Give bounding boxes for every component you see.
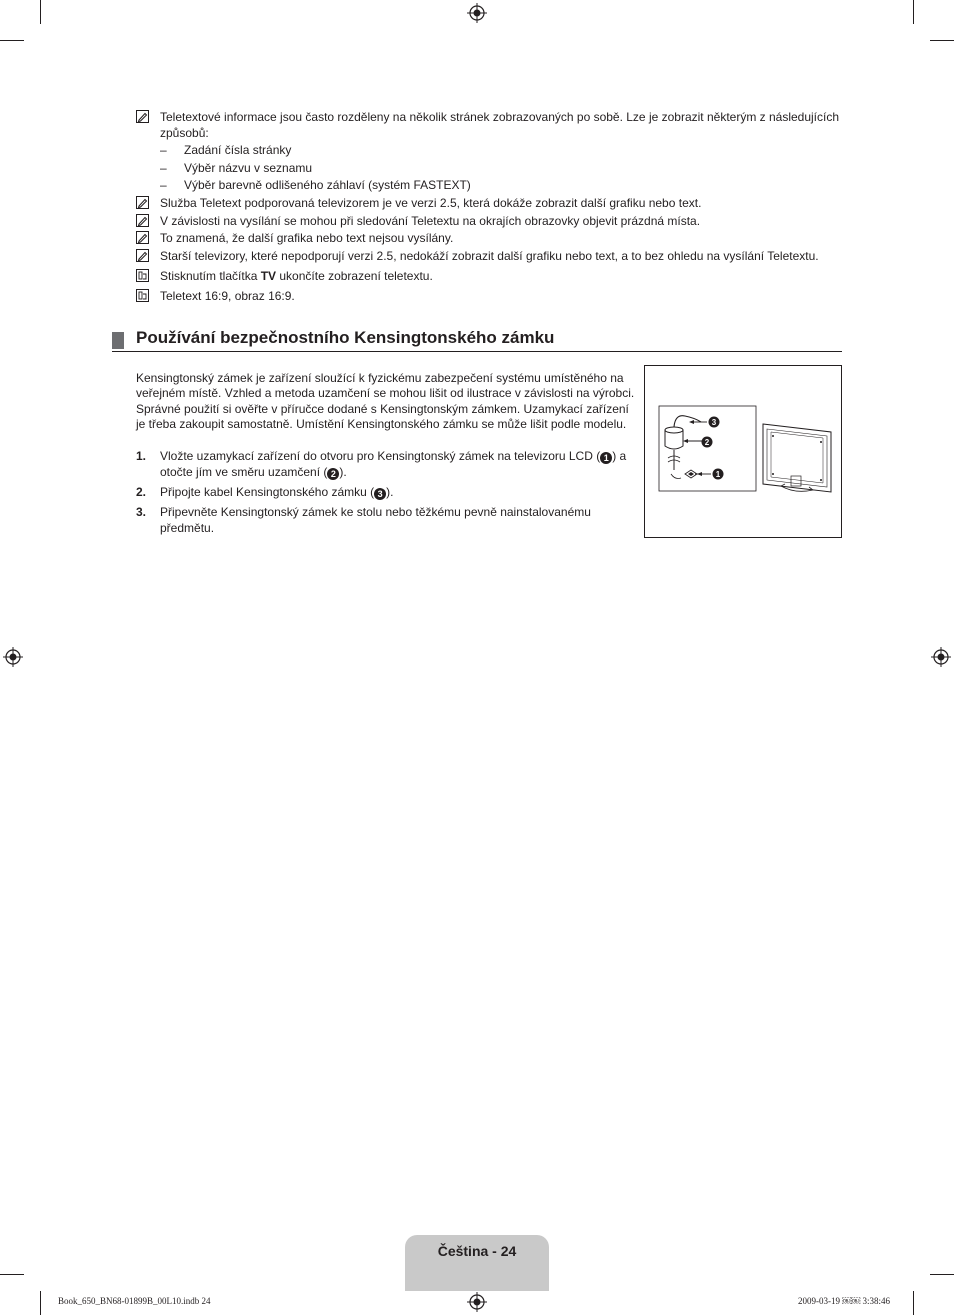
step-number: 2. (136, 485, 147, 499)
step-text (160, 484, 393, 500)
tip-text-post: ukončíte zobrazení teletextu. (276, 269, 433, 283)
page-number-label: Čeština - 24 (437, 1243, 517, 1259)
registration-mark-icon (467, 3, 487, 23)
crop-mark-top-left-v (40, 0, 41, 24)
crop-mark-bottom-left-h (0, 1274, 24, 1275)
list-item-text: Zadání čísla stránky (184, 143, 292, 157)
note-text: Teletextové informace jsou často rozděleny na několik stránek zobrazovaných po sobě. Lze je zobrazit některým z následujících způsobů: (160, 110, 840, 140)
crop-mark-top-right-v (913, 0, 914, 24)
step-number: 1. (136, 449, 147, 463)
section-marker (112, 332, 124, 349)
callout-badge: 2 (327, 468, 339, 480)
callout-badge: 1 (600, 452, 612, 464)
step-text: Připevněte Kensingtonský zámek ke stolu nebo těžkému pevně nainstalovanému předmětu. (160, 505, 591, 535)
step-text (160, 448, 640, 480)
section-divider (112, 351, 842, 352)
tip-text (160, 268, 840, 284)
print-slug-left: Book_650_BN68-01899B_00L10.indb 24 (58, 1296, 211, 1306)
step-item (136, 484, 640, 500)
list-item (160, 142, 291, 158)
crop-mark-bottom-right-v (913, 1291, 914, 1315)
list-dash: – (160, 178, 167, 192)
note-text: To znamená, že další grafika nebo text nejsou vysílány. (160, 231, 454, 245)
tv-button-label: TV (260, 269, 277, 283)
note-icon (136, 214, 149, 227)
step-number: 3. (136, 505, 147, 519)
list-item-text: Výběr barevně odlišeného záhlaví (systém FASTEXT) (184, 178, 471, 192)
note-item (136, 195, 840, 211)
crop-mark-top-right-h (930, 40, 954, 41)
registration-mark-icon (3, 647, 23, 667)
step-item (136, 504, 640, 536)
print-slug-right: 2009-03-19 ￼￼ 3:38:46 (798, 1296, 890, 1306)
step-item (136, 448, 640, 480)
step-text-part: ) a otočte jím ve směru uzamčení ( (160, 449, 627, 479)
registration-mark-icon (931, 647, 951, 667)
figure-callout-2: 2 (704, 438, 710, 447)
step-text-part: Vložte uzamykací zařízení do otvoru pro Kensingtonský zámek na televizoru LCD ( (160, 449, 601, 463)
tip-item (136, 268, 840, 284)
list-dash: – (160, 143, 167, 157)
step-text-part: ). (339, 465, 347, 479)
section-title: Používání bezpečnostního Kensingtonského zámku (136, 328, 555, 347)
crop-mark-bottom-right-h (930, 1274, 954, 1275)
figure-callout-1: 1 (715, 470, 721, 479)
step-text-part: Připojte kabel Kensingtonského zámku ( (160, 485, 375, 499)
tip-item (136, 288, 840, 304)
remote-icon (136, 269, 149, 282)
list-item-text: Výběr názvu v seznamu (184, 161, 313, 175)
kensington-lock-illustration (645, 366, 841, 537)
kensington-lock-figure (644, 365, 842, 538)
note-item (136, 213, 840, 229)
step-text-part: ). (386, 485, 394, 499)
tip-text: Teletext 16:9, obraz 16:9. (160, 289, 295, 303)
note-icon (136, 249, 149, 262)
list-item (160, 160, 312, 176)
callout-badge: 3 (374, 488, 386, 500)
note-text: Starší televizory, které nepodporují verzi 2.5, nedokáží zobrazit další grafiku nebo text, a to bez ohledu na vysílání Teletextu. (160, 249, 819, 263)
figure-callout-3: 3 (711, 418, 717, 427)
note-item (136, 109, 840, 141)
crop-mark-top-left-h (0, 40, 24, 41)
intro-paragraph: Kensingtonský zámek je zařízení sloužící k fyzickému zabezpečení systému umístěného na veřejném místě. Vzhled a metoda uzamčení se mohou lišit od ilustrace v závislosti na výrobci. Správné použití si ověřte v příručce dodané s Kensingtonským zámkem. Uzamykací zařízení je třeba zakoupit samostatně. Umístění Kensingtonského zámku se může lišit podle modelu. (136, 371, 635, 431)
list-dash: – (160, 161, 167, 175)
note-item (136, 248, 860, 264)
note-item (136, 230, 840, 246)
note-icon (136, 231, 149, 244)
registration-mark-icon (467, 1292, 487, 1312)
note-icon (136, 110, 149, 123)
note-text: V závislosti na vysílání se mohou při sledování Teletextu na okrajích obrazovky objevit prázdná místa. (160, 214, 701, 228)
remote-icon (136, 289, 149, 302)
tip-text-pre: Stisknutím tlačítka (160, 269, 261, 283)
note-icon (136, 196, 149, 209)
list-item (160, 177, 471, 193)
crop-mark-bottom-left-v (40, 1291, 41, 1315)
note-text: Služba Teletext podporovaná televizorem je ve verzi 2.5, která dokáže zobrazit další grafiku nebo text. (160, 196, 702, 210)
